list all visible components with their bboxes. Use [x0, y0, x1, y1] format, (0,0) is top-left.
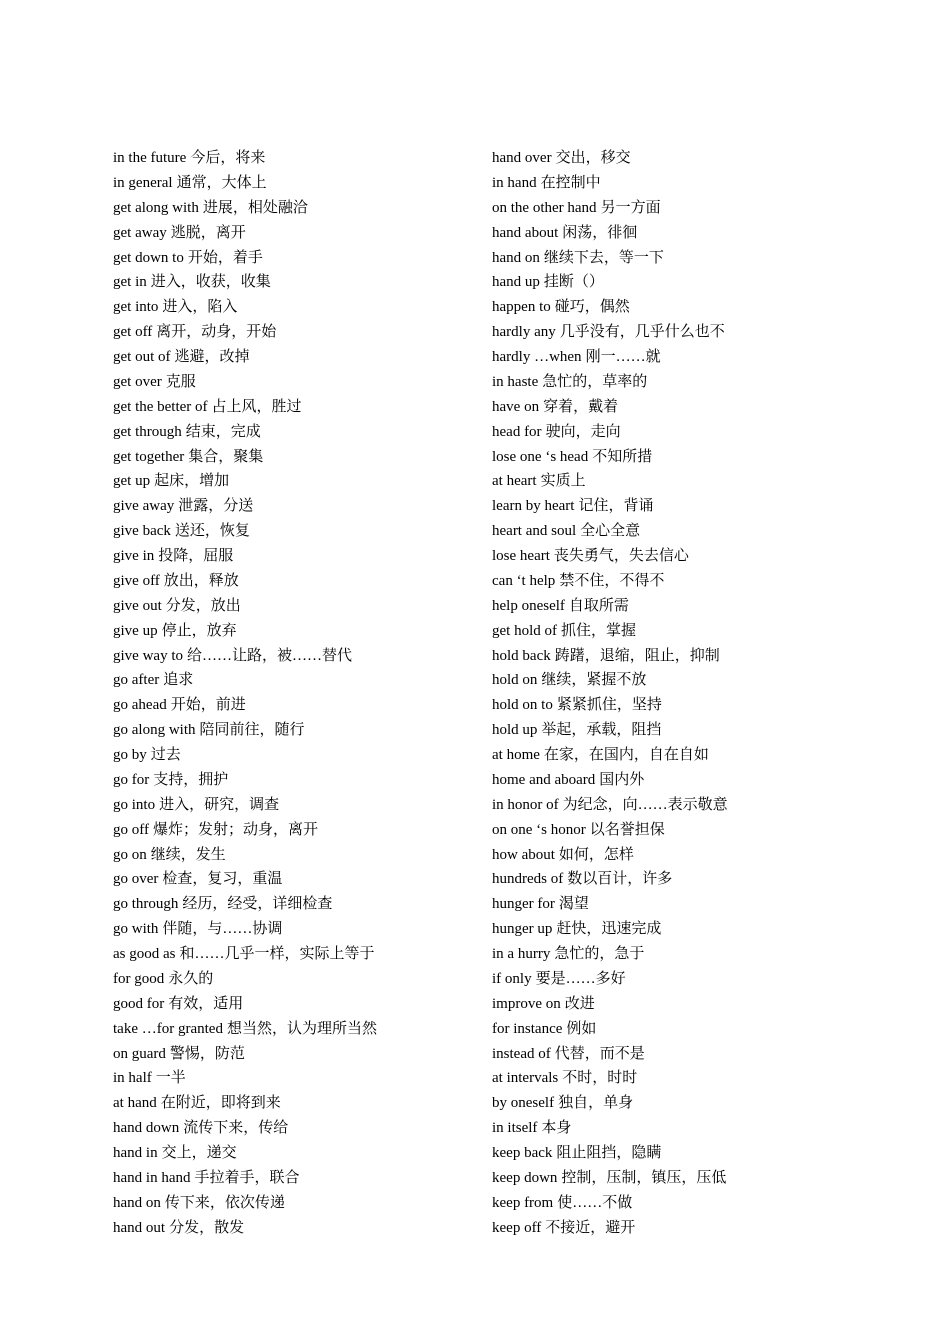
phrase-entry [113, 1191, 473, 1216]
phrase-text: hand on [113, 1194, 161, 1211]
meaning-text: 有效，适用 [168, 995, 244, 1012]
meaning-text: 挂断（） [543, 274, 604, 291]
meaning-text: 今后，将来 [190, 150, 266, 166]
phrase-entry [492, 469, 892, 494]
phrase-entry [113, 345, 473, 370]
phrase-text: go on [113, 846, 147, 863]
phrase-entry [492, 221, 892, 246]
phrase-entry [113, 569, 473, 594]
phrase-entry [113, 917, 473, 942]
phrase-text: get in [113, 274, 147, 291]
meaning-text: 永久的 [168, 970, 214, 987]
phrase-text: at home [492, 747, 540, 763]
left-phrase-column [113, 146, 473, 1241]
phrase-text: lose heart [492, 548, 550, 564]
meaning-text: 警惕，防范 [169, 1045, 245, 1062]
phrase-entry [113, 196, 473, 221]
phrase-text: have on [492, 398, 540, 415]
phrase-text: for instance [492, 1020, 563, 1037]
meaning-text: 全心全意 [580, 523, 641, 540]
phrase-entry [492, 818, 892, 843]
phrase-text: how about [492, 846, 555, 863]
meaning-text: 数以百计，许多 [567, 871, 673, 888]
phrase-entry [492, 793, 892, 818]
phrase-entry [113, 246, 473, 271]
phrase-text: go for [113, 771, 150, 788]
meaning-text: 改进 [564, 995, 595, 1012]
meaning-text: 进展，相处融洽 [202, 199, 308, 216]
meaning-text: 本身 [541, 1120, 572, 1137]
meaning-text: 交上，递交 [161, 1145, 237, 1161]
phrase-text: keep back [492, 1145, 553, 1161]
meaning-text: 禁不住，不得不 [559, 572, 665, 589]
phrase-text: hardly any [492, 324, 556, 341]
meaning-text: 流传下来，传给 [183, 1120, 289, 1137]
phrase-text: give back [113, 523, 171, 540]
phrase-entry [113, 818, 473, 843]
meaning-text: 放出，释放 [163, 572, 239, 589]
meaning-text: 结束，完成 [185, 423, 261, 440]
phrase-entry [113, 1017, 473, 1042]
phrase-text: go with [113, 921, 159, 938]
phrase-text: improve on [492, 995, 561, 1012]
phrase-text: at hand [113, 1095, 157, 1112]
meaning-text: 独自，单身 [558, 1095, 634, 1112]
phrase-text: in hand [492, 174, 537, 191]
phrase-entry [492, 992, 892, 1017]
meaning-text: 急忙的，急于 [554, 946, 645, 962]
meaning-text: 不知所措 [592, 448, 653, 465]
phrase-text: in half [113, 1070, 152, 1087]
meaning-text: 继续下去，等一下 [543, 249, 664, 266]
phrase-entry [113, 942, 473, 967]
phrase-text: by oneself [492, 1095, 555, 1112]
phrase-text: get down to [113, 249, 184, 266]
phrase-entry [113, 668, 473, 693]
phrase-entry [113, 1166, 473, 1191]
meaning-text: 碰巧，偶然 [554, 299, 630, 316]
phrase-text: learn by heart [492, 498, 575, 515]
meaning-text: 抓住，掌握 [561, 622, 637, 639]
meaning-text: 继续，发生 [150, 846, 226, 863]
meaning-text: 陪同前往，随行 [199, 722, 305, 739]
phrase-entry [492, 892, 892, 917]
meaning-text: 在家，在国内，自在自如 [543, 747, 709, 763]
phrase-entry [113, 594, 473, 619]
phrase-entry [492, 196, 892, 221]
meaning-text: 想当然，认为理所当然 [226, 1020, 377, 1037]
phrase-text: in general [113, 174, 173, 191]
meaning-text: 过去 [150, 747, 181, 763]
phrase-text: in itself [492, 1120, 538, 1137]
phrase-entry [113, 1091, 473, 1116]
meaning-text: 例如 [566, 1020, 597, 1037]
phrase-entry [113, 1141, 473, 1166]
phrase-text: at intervals [492, 1070, 559, 1087]
phrase-entry [492, 1216, 892, 1241]
phrase-entry [113, 867, 473, 892]
meaning-text: 和……几乎一样，实际上等于 [179, 946, 375, 962]
meaning-text: 几乎没有，几乎什么也不 [559, 324, 725, 341]
phrase-text: hand over [492, 150, 552, 166]
phrase-text: get into [113, 299, 159, 316]
phrase-text: keep down [492, 1169, 558, 1186]
phrase-entry [113, 718, 473, 743]
phrase-entry [492, 320, 892, 345]
phrase-text: keep off [492, 1219, 542, 1236]
phrase-entry [492, 1017, 892, 1042]
phrase-text: give in [113, 548, 155, 564]
phrase-entry [492, 146, 892, 171]
phrase-text: give away [113, 498, 175, 515]
phrase-text: give out [113, 597, 162, 614]
phrase-text: at heart [492, 473, 537, 490]
meaning-text: 丧失勇气，失去信心 [553, 548, 689, 564]
phrase-text: hand up [492, 274, 540, 291]
meaning-text: 紧紧抓住，坚持 [556, 697, 662, 714]
meaning-text: 以名誉担保 [589, 821, 665, 838]
phrase-entry [113, 420, 473, 445]
meaning-text: 分发，放出 [165, 597, 241, 614]
phrase-entry [113, 992, 473, 1017]
meaning-text: 使……不做 [557, 1194, 633, 1211]
phrase-text: if only [492, 970, 532, 987]
phrase-text: hand in [113, 1145, 158, 1161]
meaning-text: 占上风，胜过 [211, 398, 302, 415]
meaning-text: 经历，经受，详细检查 [182, 896, 333, 913]
meaning-text: 如何，怎样 [558, 846, 634, 863]
phrase-entry [113, 967, 473, 992]
phrase-entry [492, 768, 892, 793]
phrase-entry [492, 693, 892, 718]
phrase-entry [113, 171, 473, 196]
phrase-text: hand down [113, 1120, 180, 1137]
phrase-text: hunger for [492, 896, 555, 913]
phrase-entry [113, 469, 473, 494]
phrase-entry [492, 420, 892, 445]
meaning-text: 穿着，戴着 [543, 398, 619, 415]
phrase-entry [113, 1066, 473, 1091]
meaning-text: 起床，增加 [154, 473, 230, 490]
meaning-text: 投降，屈服 [158, 548, 234, 564]
meaning-text: 闲荡，徘徊 [562, 224, 638, 241]
meaning-text: 进入，陷入 [162, 299, 238, 316]
meaning-text: 踌躇，退缩，阻止，抑制 [554, 647, 720, 664]
meaning-text: 要是……多好 [535, 970, 626, 987]
phrase-text: heart and soul [492, 523, 577, 540]
phrase-text: get together [113, 448, 185, 465]
phrase-text: hold on to [492, 697, 553, 714]
phrase-text: hold on [492, 672, 538, 689]
phrase-entry [113, 892, 473, 917]
phrase-entry [492, 1066, 892, 1091]
meaning-text: 急忙的，草率的 [542, 373, 648, 390]
meaning-text: 实质上 [540, 473, 586, 490]
meaning-text: 进入，收获，收集 [150, 274, 271, 291]
meaning-text: 赶快，迅速完成 [556, 921, 662, 938]
phrase-entry [113, 693, 473, 718]
phrase-entry [113, 146, 473, 171]
phrase-entry [113, 619, 473, 644]
phrase-text: go into [113, 796, 156, 813]
phrase-text: as good as [113, 946, 176, 962]
phrase-entry [492, 1116, 892, 1141]
phrase-entry [113, 295, 473, 320]
phrase-entry [113, 270, 473, 295]
phrase-entry [113, 793, 473, 818]
phrase-entry [492, 1141, 892, 1166]
phrase-entry [113, 1116, 473, 1141]
meaning-text: 开始，着手 [187, 249, 263, 266]
phrase-text: lose one ‘s head [492, 448, 589, 465]
phrase-entry [492, 544, 892, 569]
phrase-text: home and aboard [492, 771, 596, 788]
phrase-entry [492, 270, 892, 295]
meaning-text: 另一方面 [600, 199, 661, 216]
right-phrase-column [492, 146, 892, 1241]
phrase-entry [492, 395, 892, 420]
meaning-text: 停止，放弃 [161, 622, 237, 639]
phrase-entry [492, 345, 892, 370]
meaning-text: 分发，散发 [169, 1219, 245, 1236]
meaning-text: 国内外 [599, 771, 645, 788]
phrase-entry [492, 917, 892, 942]
phrase-entry [492, 494, 892, 519]
phrase-text: happen to [492, 299, 551, 316]
phrase-entry [492, 1191, 892, 1216]
meaning-text: 一半 [155, 1070, 186, 1087]
meaning-text: 继续，紧握不放 [541, 672, 647, 689]
meaning-text: 克服 [165, 373, 196, 390]
phrase-entry [113, 544, 473, 569]
phrase-text: good for [113, 995, 165, 1012]
phrase-entry [492, 942, 892, 967]
phrase-text: give up [113, 622, 158, 639]
phrase-entry [492, 743, 892, 768]
phrase-text: go ahead [113, 697, 167, 714]
phrase-entry [492, 668, 892, 693]
phrase-text: go after [113, 672, 160, 689]
phrase-text: go off [113, 821, 149, 838]
phrase-entry [113, 221, 473, 246]
phrase-entry [492, 718, 892, 743]
meaning-text: 在控制中 [540, 174, 601, 191]
phrase-entry [113, 1042, 473, 1067]
meaning-text: 追求 [163, 672, 194, 689]
phrase-entry [113, 445, 473, 470]
phrase-text: go through [113, 896, 179, 913]
phrase-text: get through [113, 423, 182, 440]
meaning-text: 不接近，避开 [545, 1219, 636, 1236]
phrase-entry [113, 320, 473, 345]
meaning-text: 驶向，走向 [545, 423, 621, 440]
phrase-text: instead of [492, 1045, 551, 1062]
meaning-text: 逃避，改掉 [174, 349, 250, 365]
meaning-text: 逃脱，离开 [170, 224, 246, 241]
meaning-text: 不时，时时 [562, 1070, 638, 1087]
phrase-entry [113, 370, 473, 395]
phrase-text: keep from [492, 1194, 554, 1211]
phrase-text: get away [113, 224, 167, 241]
phrase-entry [492, 295, 892, 320]
phrase-entry [113, 494, 473, 519]
phrase-text: get over [113, 373, 162, 390]
phrase-entry [492, 1166, 892, 1191]
meaning-text: 阻止阻挡，隐瞒 [556, 1145, 662, 1161]
phrase-entry [113, 519, 473, 544]
phrase-entry [113, 743, 473, 768]
phrase-text: hundreds of [492, 871, 564, 888]
phrase-text: get off [113, 324, 153, 341]
phrase-text: hardly …when [492, 349, 582, 365]
phrase-entry [492, 519, 892, 544]
phrase-text: get out of [113, 349, 171, 365]
phrase-entry [492, 246, 892, 271]
meaning-text: 在附近，即将到来 [160, 1095, 281, 1112]
meaning-text: 支持，拥护 [153, 771, 229, 788]
meaning-text: 为纪念，向……表示敬意 [562, 796, 728, 813]
meaning-text: 伴随，与……协调 [162, 921, 283, 938]
phrase-text: in honor of [492, 796, 559, 813]
phrase-text: hand about [492, 224, 559, 241]
phrase-text: hunger up [492, 921, 553, 938]
phrase-text: go along with [113, 722, 196, 739]
meaning-text: 举起，承载，阻挡 [541, 722, 662, 739]
phrase-entry [492, 1042, 892, 1067]
meaning-text: 代替，而不是 [554, 1045, 645, 1062]
phrase-text: in a hurry [492, 946, 551, 962]
phrase-text: get hold of [492, 622, 557, 639]
meaning-text: 手拉着手，联合 [194, 1169, 300, 1186]
phrase-text: in haste [492, 373, 539, 390]
phrase-text: hand in hand [113, 1169, 191, 1186]
phrase-entry [113, 644, 473, 669]
phrase-entry [492, 594, 892, 619]
phrase-text: on guard [113, 1045, 166, 1062]
meaning-text: 传下来，依次传递 [164, 1194, 285, 1211]
meaning-text: 通常，大体上 [176, 174, 267, 191]
meaning-text: 泄露，分送 [178, 498, 254, 515]
phrase-text: help oneself [492, 597, 565, 614]
phrase-text: head for [492, 423, 542, 440]
phrase-entry [492, 619, 892, 644]
phrase-entry [113, 768, 473, 793]
meaning-text: 刚一……就 [585, 349, 661, 365]
phrase-text: give off [113, 572, 160, 589]
phrase-text: hand out [113, 1219, 166, 1236]
meaning-text: 离开，动身，开始 [156, 324, 277, 341]
phrase-entry [492, 445, 892, 470]
meaning-text: 开始，前进 [170, 697, 246, 714]
phrase-entry [113, 1216, 473, 1241]
meaning-text: 检查，复习，重温 [162, 871, 283, 888]
phrase-entry [492, 843, 892, 868]
phrase-text: hand on [492, 249, 540, 266]
phrase-text: get up [113, 473, 151, 490]
meaning-text: 记住，背诵 [578, 498, 654, 515]
phrase-text: go over [113, 871, 159, 888]
phrase-entry [492, 171, 892, 196]
phrase-entry [492, 1091, 892, 1116]
phrase-entry [492, 569, 892, 594]
meaning-text: 自取所需 [568, 597, 629, 614]
phrase-text: go by [113, 747, 147, 763]
phrase-entry [113, 843, 473, 868]
phrase-text: on the other hand [492, 199, 597, 216]
phrase-entry [492, 370, 892, 395]
phrase-entry [113, 395, 473, 420]
phrase-text: get the better of [113, 398, 208, 415]
meaning-text: 进入，研究，调查 [159, 796, 280, 813]
phrase-text: get along with [113, 199, 199, 216]
meaning-text: 给……让路，被……替代 [186, 647, 352, 664]
meaning-text: 爆炸；发射；动身，离开 [152, 821, 318, 838]
phrase-text: for good [113, 970, 165, 987]
meaning-text: 集合，聚集 [188, 448, 264, 465]
meaning-text: 控制，压制，镇压，压低 [561, 1169, 727, 1186]
phrase-text: take …for granted [113, 1020, 223, 1037]
phrase-text: hold up [492, 722, 538, 739]
phrase-text: hold back [492, 647, 551, 664]
phrase-entry [492, 867, 892, 892]
phrase-entry [492, 644, 892, 669]
meaning-text: 渴望 [558, 896, 589, 913]
phrase-entry [492, 967, 892, 992]
meaning-text: 交出，移交 [555, 150, 631, 166]
phrase-text: give way to [113, 647, 183, 664]
phrase-text: on one ‘s honor [492, 821, 586, 838]
meaning-text: 送还，恢复 [174, 523, 250, 540]
phrase-text: in the future [113, 150, 187, 166]
phrase-text: can ‘t help [492, 572, 556, 589]
